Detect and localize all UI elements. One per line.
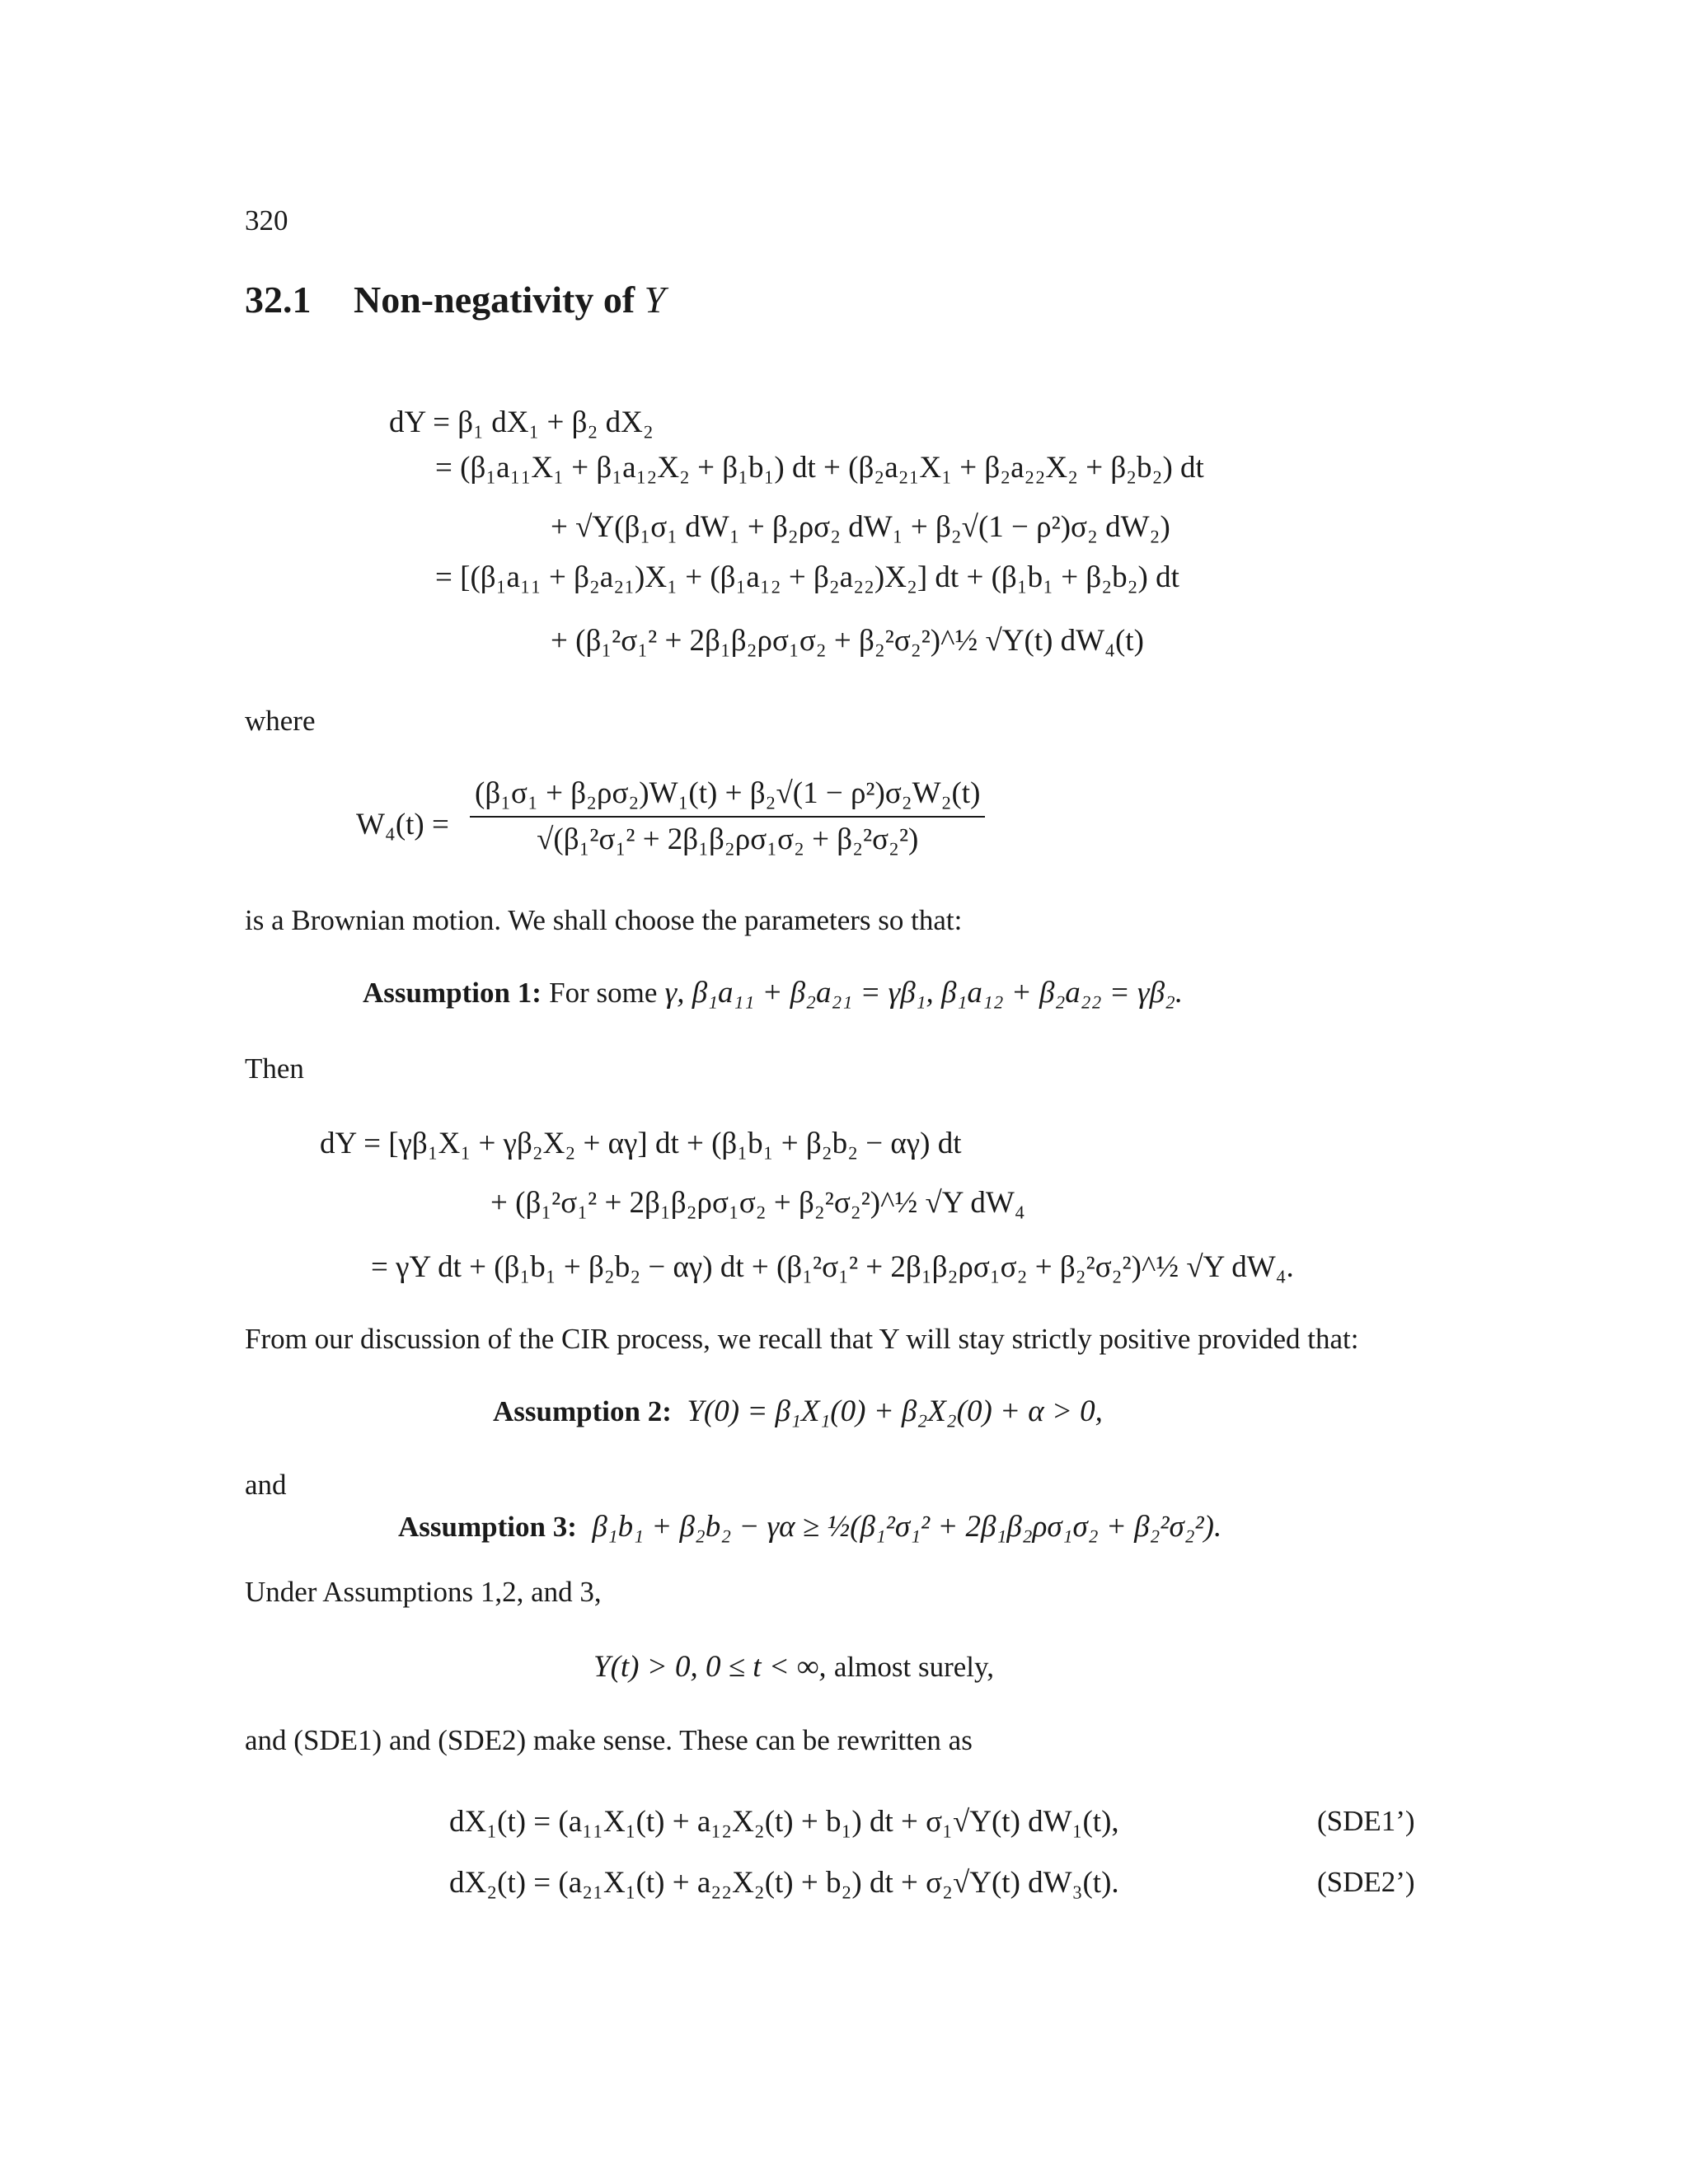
cir-text: From our discussion of the CIR process, we recall that Y will stay strictly positive provided that: (245, 1323, 1359, 1355)
section-heading (245, 278, 665, 321)
section-title: Non-negativity of (354, 279, 635, 321)
assumption-2-math: Y(0) = β₁X₁(0) + β₂X₂(0) + α > 0, (687, 1394, 1103, 1428)
dy-eq-line-4: = [(β₁a₁₁ + β₂a₂₁)X₁ + (β₁a₁₂ + β₂a₂₂)X₂] dt + (β₁b₁ + β₂b₂) dt (435, 560, 1179, 594)
and-text: and (245, 1469, 287, 1501)
w4-lhs: W₄(t) = (356, 808, 449, 841)
sde1-prime-equation: dX₁(t) = (a₁₁X₁(t) + a₁₂X₂(t) + b₁) dt + σ₁√Y(t) dW₁(t), (449, 1805, 1119, 1839)
assumption-3 (398, 1508, 1221, 1546)
positivity-statement (593, 1648, 994, 1686)
assumption-1 (363, 974, 1183, 1012)
under-assumptions-text: Under Assumptions 1,2, and 3, (245, 1576, 602, 1608)
assumption-2 (493, 1393, 1103, 1431)
sde2-prime-equation: dX₂(t) = (a₂₁X₁(t) + a₂₂X₂(t) + b₂) dt + σ₂√Y(t) dW₃(t). (449, 1866, 1119, 1900)
assumption-3-label: Assumption 3: (398, 1511, 577, 1543)
section-number: 32.1 (245, 279, 312, 321)
positivity-text: almost surely, (833, 1651, 994, 1683)
positivity-math: Y(t) > 0, 0 ≤ t < ∞, (593, 1650, 827, 1684)
assumption-3-math: β₁b₁ + β₂b₂ − γα ≥ ½(β₁²σ₁² + 2β₁β₂ρσ₁σ₂ + β₂²σ₂²). (592, 1510, 1222, 1544)
w4-numerator: (β₁σ₁ + β₂ρσ₂)W₁(t) + β₂√(1 − ρ²)σ₂W₂(t) (470, 775, 985, 818)
w4-denominator: √(β₁²σ₁² + 2β₁β₂ρσ₁σ₂ + β₂²σ₂²) (537, 823, 919, 856)
brownian-text: is a Brownian motion. We shall choose the parameters so that: (245, 904, 963, 936)
assumption-2-label: Assumption 2: (493, 1395, 672, 1427)
dy-eq-line-2: = (β₁a₁₁X₁ + β₁a₁₂X₂ + β₁b₁) dt + (β₂a₂₁X₁ + β₂a₂₂X₂ + β₂b₂) dt (435, 451, 1204, 485)
w4-fraction (470, 775, 985, 859)
dy-then-line-1: dY = [γβ₁X₁ + γβ₂X₂ + αγ] dt + (β₁b₁ + β₂b₂ − αγ) dt (320, 1127, 962, 1160)
where-text: where (245, 705, 316, 737)
assumption-1-text: For some (549, 977, 658, 1009)
dy-eq-line-5: + (β₁²σ₁² + 2β₁β₂ρσ₁σ₂ + β₂²σ₂²)^½ √Y(t) dW₄(t) (551, 624, 1144, 658)
section-title-math: Y (644, 279, 666, 321)
sde2-prime-tag: (SDE2’) (1317, 1866, 1415, 1898)
page-number: 320 (245, 204, 288, 237)
dy-eq-line-1: dY = β₁ dX₁ + β₂ dX₂ (389, 405, 654, 439)
assumption-1-label: Assumption 1: (363, 977, 542, 1009)
then-text: Then (245, 1052, 304, 1085)
assumption-1-math: γ, β₁a₁₁ + β₂a₂₁ = γβ₁, β₁a₁₂ + β₂a₂₂ = γβ₂. (664, 976, 1184, 1010)
sde1-prime-tag: (SDE1’) (1317, 1805, 1415, 1837)
sde-sense-text: and (SDE1) and (SDE2) make sense. These can be rewritten as (245, 1724, 973, 1756)
dy-eq-line-3: + √Y(β₁σ₁ dW₁ + β₂ρσ₂ dW₁ + β₂√(1 − ρ²)σ₂ dW₂) (551, 510, 1170, 544)
dy-then-line-3: = γY dt + (β₁b₁ + β₂b₂ − αγ) dt + (β₁²σ₁² + 2β₁β₂ρσ₁σ₂ + β₂²σ₂²)^½ √Y dW₄. (371, 1250, 1294, 1284)
dy-then-line-2: + (β₁²σ₁² + 2β₁β₂ρσ₁σ₂ + β₂²σ₂²)^½ √Y dW₄ (490, 1186, 1025, 1220)
